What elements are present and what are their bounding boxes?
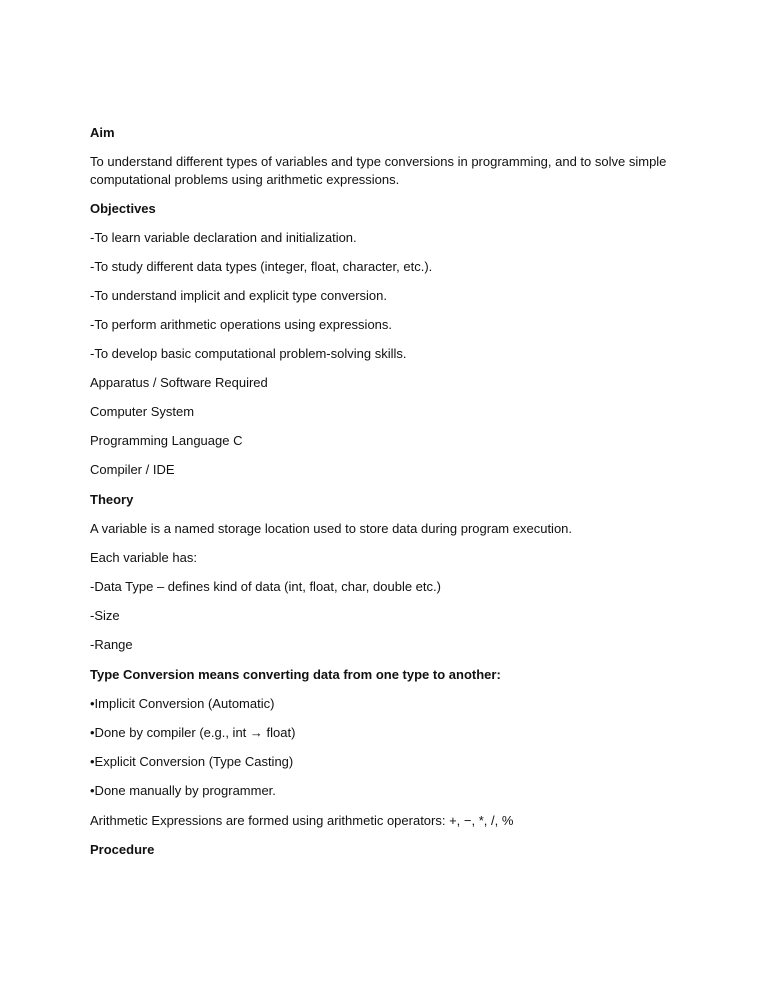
aim-text: To understand different types of variables and type conversions in programming, and to solve simple computational problems using arithmetic expressions. (90, 154, 667, 187)
type-conversion-item: •Implicit Conversion (Automatic) (90, 696, 275, 711)
type-conversion-item: •Done by compiler (e.g., int → float) (90, 725, 296, 740)
variable-attribute: -Size (90, 608, 120, 623)
variable-attribute: -Data Type – defines kind of data (int, float, char, double etc.) (90, 579, 441, 594)
theory-each-has: Each variable has: (90, 550, 197, 565)
apparatus-item: Compiler / IDE (90, 462, 175, 477)
type-conversion-item: •Explicit Conversion (Type Casting) (90, 754, 294, 769)
variable-attribute: -Range (90, 637, 133, 652)
objective-item: -To develop basic computational problem-solving skills. (90, 346, 407, 361)
type-conversion-heading: Type Conversion means converting data from one type to another: (90, 667, 501, 682)
objectives-heading: Objectives (90, 201, 156, 216)
apparatus-item: Programming Language C (90, 433, 243, 448)
theory-heading: Theory (90, 492, 134, 507)
objective-item: -To perform arithmetic operations using expressions. (90, 317, 393, 332)
procedure-heading: Procedure (90, 842, 155, 857)
objective-item: -To learn variable declaration and initialization. (90, 230, 357, 245)
apparatus-heading: Apparatus / Software Required (90, 375, 268, 390)
objective-item: -To study different data types (integer, float, character, etc.). (90, 259, 433, 274)
aim-heading: Aim (90, 125, 115, 140)
arithmetic-expressions-text: Arithmetic Expressions are formed using arithmetic operators: +, −, *, /, % (90, 813, 514, 828)
theory-variable-text: A variable is a named storage location used to store data during program execution. (90, 521, 573, 536)
apparatus-item: Computer System (90, 404, 195, 419)
type-conversion-item: •Done manually by programmer. (90, 783, 276, 798)
objective-item: -To understand implicit and explicit type conversion. (90, 288, 387, 303)
